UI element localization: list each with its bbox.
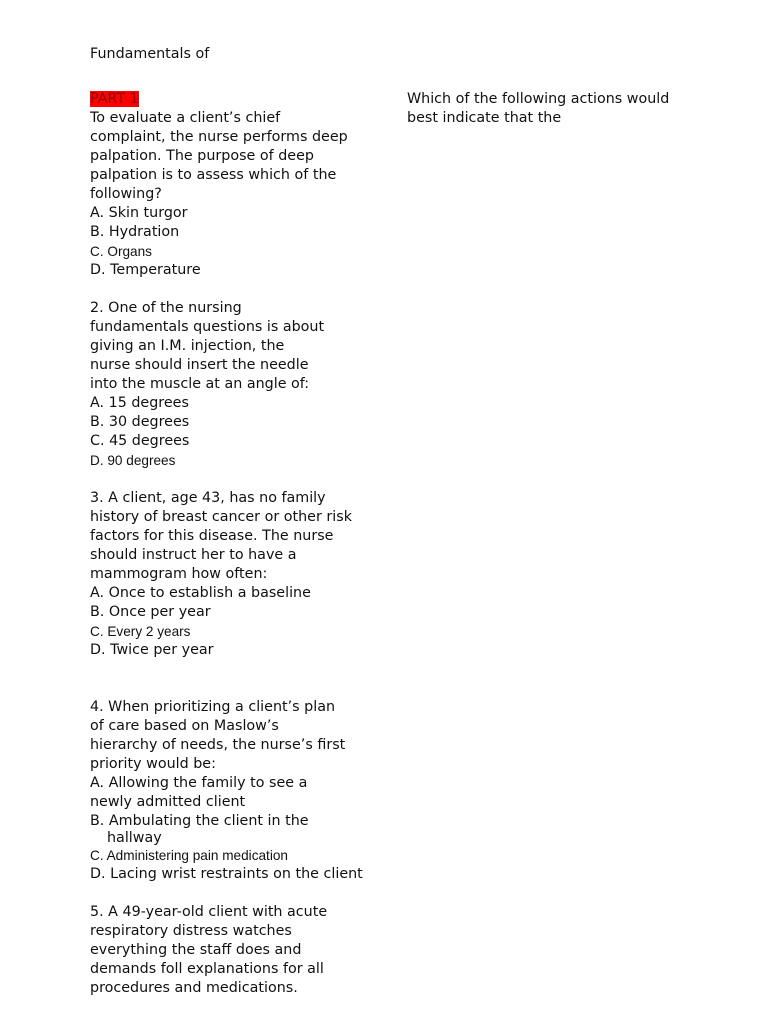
question-5-text-line: procedures and medications. [90,980,298,996]
question-3-option-b: B. Once per year [90,604,211,620]
question-4-option-b-continued: hallway [107,830,162,846]
question-2-text-line: 2. One of the nursing [90,300,242,316]
question-1-text-line: following? [90,186,162,202]
question-3-option-c: C. Every 2 years [90,624,191,639]
question-5 [90,903,390,998]
paragraph-spacer [90,470,390,489]
question-3-text-line: mammogram how often: [90,566,268,582]
right-column-text-line: Which of the following actions would [407,91,670,107]
question-4-text-line: priority would be: [90,756,216,772]
question-3-text-line: history of breast cancer or other risk [90,509,352,525]
question-3-option-d: D. Twice per year [90,642,214,658]
question-4-text-line: of care based on Maslow’s [90,718,279,734]
question-3-text-line: should instruct her to have a [90,547,297,563]
part-label: PART 1 [90,91,139,107]
paragraph-spacer [90,280,390,299]
question-1-text-line: palpation. The purpose of deep [90,148,314,164]
question-4-option-c: C. Administering pain medication [90,848,288,863]
question-5-text-line: everything the staff does and [90,942,302,958]
question-2-text-line: into the muscle at an angle of: [90,376,310,392]
question-5-text-line: demands foll explanations for all [90,961,324,977]
question-1-text-line: palpation is to assess which of the [90,167,337,183]
question-2-text-line: fundamentals questions is about [90,319,325,335]
question-3-text-line: 3. A client, age 43, has no family [90,490,326,506]
right-column [407,90,707,128]
paragraph-spacer [90,884,390,903]
question-2-text-line: nurse should insert the needle [90,357,309,373]
question-4-option-b: B. Ambulating the client in the [90,813,309,829]
question-4-text-line: hierarchy of needs, the nurse’s first [90,737,346,753]
question-1 [90,109,390,280]
question-4-option-a: A. Allowing the family to see a [90,775,308,791]
document-title: Fundamentals of [90,46,210,62]
question-1-option-c: C. Organs [90,244,152,259]
question-2 [90,299,390,470]
question-4-option-a-continued: newly admitted client [90,794,246,810]
question-1-option-d: D. Temperature [90,262,201,278]
right-column-text-line: best indicate that the [407,110,562,126]
question-1-text-line: complaint, the nurse performs deep [90,129,348,145]
question-4-text-line: 4. When prioritizing a client’s plan [90,699,336,715]
question-1-option-b: B. Hydration [90,224,180,240]
left-column [90,90,390,998]
question-2-option-d: D. 90 degrees [90,453,176,468]
question-3 [90,489,390,660]
question-5-text-line: respiratory distress watches [90,923,292,939]
paragraph-spacer [90,660,390,698]
question-2-text-line: giving an I.M. injection, the [90,338,285,354]
question-2-option-a: A. 15 degrees [90,395,189,411]
question-3-text-line: factors for this disease. The nurse [90,528,334,544]
question-1-text-line: To evaluate a client’s chief [90,110,281,126]
question-2-option-b: B. 30 degrees [90,414,190,430]
question-3-option-a: A. Once to establish a baseline [90,585,311,601]
question-2-option-c: C. 45 degrees [90,433,190,449]
question-1-option-a: A. Skin turgor [90,205,188,221]
question-4 [90,698,390,884]
question-4-option-d: D. Lacing wrist restraints on the client [90,866,363,882]
question-5-text-line: 5. A 49-year-old client with acute [90,904,328,920]
